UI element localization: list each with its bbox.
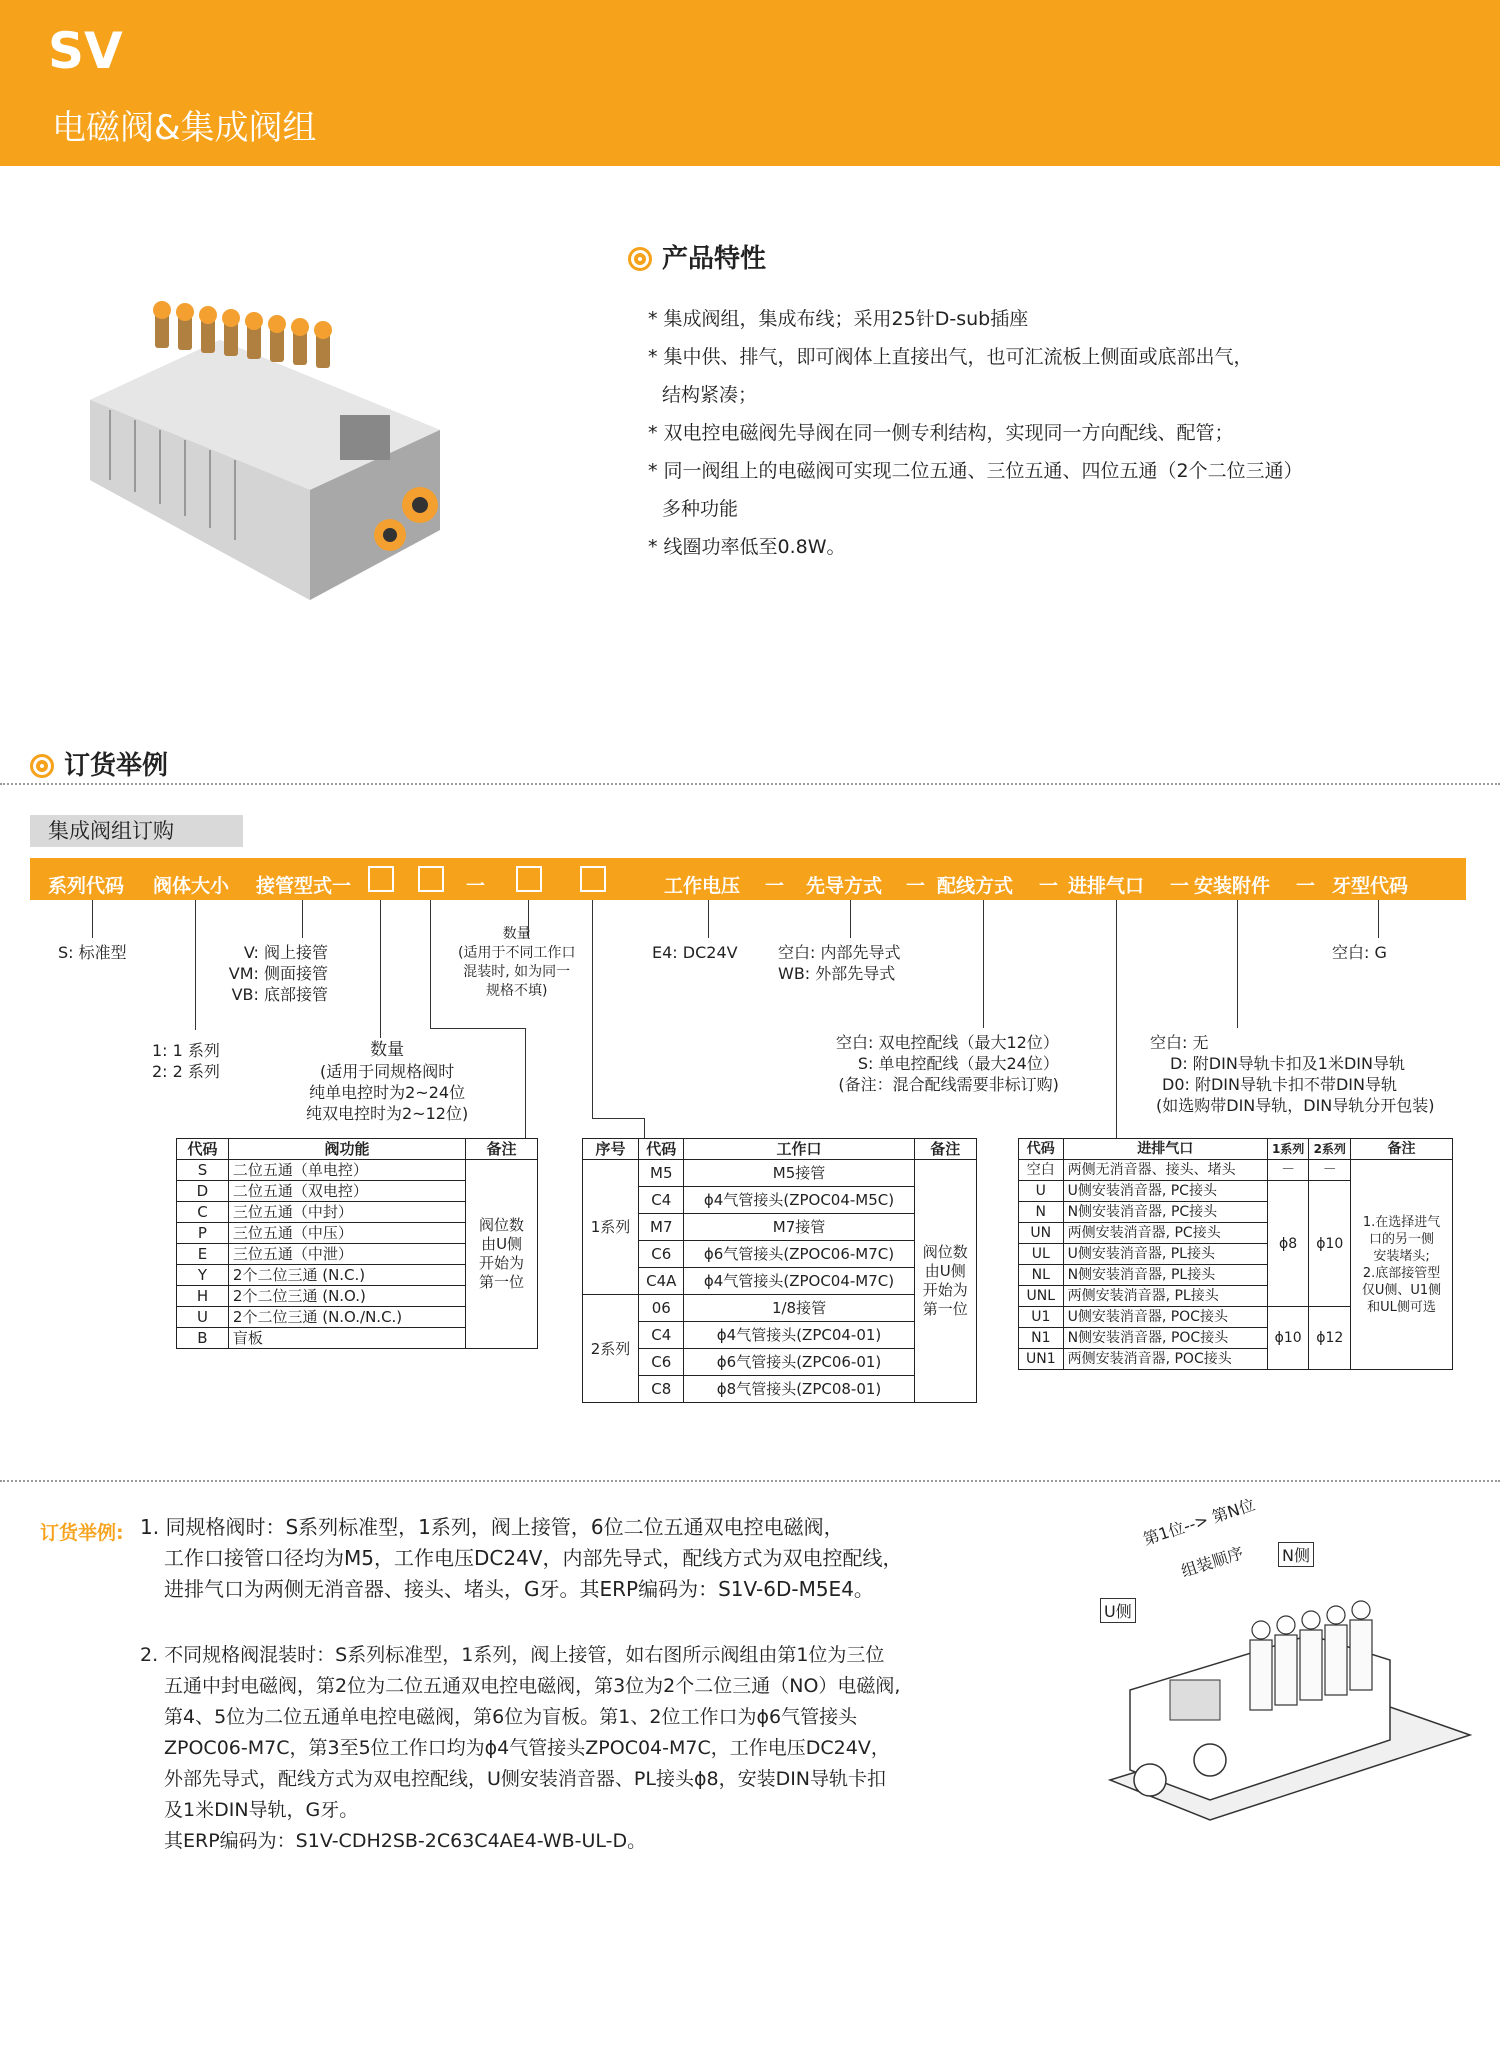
th: 代码	[1019, 1139, 1064, 1160]
feature-line: 多种功能	[662, 498, 739, 520]
cell-desc: N侧安装消音器, PC接头	[1063, 1202, 1267, 1223]
bar-series: 系列代码	[48, 875, 125, 897]
cell-function: 2个二位三通 (N.O./N.C.)	[228, 1307, 465, 1328]
pipe-option: VM: 侧面接管	[228, 964, 328, 983]
example-1	[140, 1512, 902, 1605]
qty-mixed-note: 规格不填)	[486, 983, 548, 999]
example-line: 外部先导式，配线方式为双电控配线，U侧安装消音器、PL接头ϕ8，安装DIN导轨卡扣	[164, 1768, 887, 1790]
code-box	[516, 866, 542, 892]
bar-pilot: 先导方式	[806, 875, 883, 897]
cell-code: Y	[177, 1265, 229, 1286]
cell-port: ϕ4气管接头(ZPOC04-M7C)	[684, 1268, 914, 1295]
leader-line	[1116, 900, 1117, 1138]
th: 序号	[583, 1139, 639, 1160]
qty-mixed-note: (适用于不同工作口	[458, 945, 576, 961]
qty-same-note: 数量	[370, 1040, 405, 1060]
bar-dash: 一	[466, 875, 486, 897]
feature-line: 结构紧凑；	[662, 384, 758, 406]
example-line: 及1米DIN导轨，G牙。	[164, 1799, 359, 1821]
bar-dash: 一	[765, 875, 785, 897]
code-box	[580, 866, 606, 892]
bar-dash: 一	[1170, 875, 1190, 897]
cell-port: ϕ6气管接头(ZPC06-01)	[684, 1349, 914, 1376]
bar-thread: 牙型代码	[1332, 875, 1409, 897]
assembly-order-label: 第1位--> 第N位	[1140, 1494, 1258, 1549]
accessory-option: D: 附DIN导轨卡扣及1米DIN导轨	[1170, 1054, 1405, 1073]
example-line: 五通中封电磁阀，第2位为二位五通双电控电磁阀，第3位为2个二位三通（NO）电磁阀,	[164, 1675, 901, 1697]
cell-size: －	[1267, 1160, 1309, 1181]
cell-code: M7	[639, 1214, 684, 1241]
ordering-heading: 订货举例	[30, 745, 168, 782]
cell-code: N	[1019, 1202, 1064, 1223]
cell-code: UN1	[1019, 1349, 1064, 1370]
page-title: SV	[48, 22, 123, 80]
cell-code: U	[177, 1307, 229, 1328]
cell-port: M5接管	[684, 1160, 914, 1187]
pilot-option: WB: 外部先导式	[778, 964, 896, 983]
cell-desc: N侧安装消音器, PL接头	[1063, 1265, 1267, 1286]
cell-code: NL	[1019, 1265, 1064, 1286]
cell-function: 2个二位三通 (N.C.)	[228, 1265, 465, 1286]
qty-mixed-note: 数量	[502, 926, 531, 942]
bar-dash: 一	[906, 875, 926, 897]
cell-desc: U侧安装消音器, POC接头	[1063, 1307, 1267, 1328]
wiring-option: S: 单电控配线（最大24位）	[857, 1054, 1059, 1073]
cell-function: 二位五通（单电控）	[228, 1160, 465, 1181]
leader-line	[302, 900, 303, 938]
cell-function: 盲板	[228, 1328, 465, 1349]
cell-note: 阀位数 由U侧 开始为 第一位	[466, 1160, 538, 1349]
cell-port: M7接管	[684, 1214, 914, 1241]
header-band	[0, 0, 1500, 166]
divider	[0, 1480, 1500, 1482]
cell-port: ϕ8气管接头(ZPC08-01)	[684, 1376, 914, 1403]
manifold-assembly-figure	[1090, 1520, 1490, 1850]
leader-line	[1237, 900, 1238, 1028]
th: 阀功能	[228, 1139, 465, 1160]
feature-line: * 同一阀组上的电磁阀可实现二位五通、三位五通、四位五通（2个二位三通）	[648, 460, 1303, 482]
leader-line	[380, 900, 381, 1038]
leader-line	[92, 900, 93, 938]
pipe-option: V: 阀上接管	[243, 943, 328, 962]
example-line: 工作口接管口径均为M5，工作电压DC24V，内部先导式，配线方式为双电控配线，	[164, 1546, 903, 1570]
cell-size: －	[1309, 1160, 1351, 1181]
cell-size: ϕ10	[1267, 1307, 1309, 1370]
cell-code: D	[177, 1181, 229, 1202]
th: 备注	[1351, 1139, 1453, 1160]
cell-size: ϕ12	[1309, 1307, 1351, 1370]
pipe-option: VB: 底部接管	[231, 985, 328, 1004]
body-option: 1: 1 系列	[152, 1041, 220, 1060]
cell-port: ϕ4气管接头(ZPC04-01)	[684, 1322, 914, 1349]
cell-code: U1	[1019, 1307, 1064, 1328]
cell-code: 06	[639, 1295, 684, 1322]
cell-desc: 两侧安装消音器, PC接头	[1063, 1223, 1267, 1244]
cell-size: ϕ10	[1309, 1181, 1351, 1307]
features-list	[648, 300, 1303, 566]
cell-code: E	[177, 1244, 229, 1265]
pilot-option: 空白: 内部先导式	[778, 943, 901, 962]
u-side-label: U侧	[1100, 1598, 1136, 1623]
wiring-option: (备注：混合配线需要非标订购)	[838, 1075, 1059, 1094]
leader-line	[983, 900, 984, 1028]
cell-code: P	[177, 1223, 229, 1244]
th: 2系列	[1309, 1139, 1351, 1160]
leader-line	[195, 900, 196, 1030]
ring-bullet-icon	[628, 247, 652, 271]
cell-function: 二位五通（双电控）	[228, 1181, 465, 1202]
cell-code: H	[177, 1286, 229, 1307]
example-2	[140, 1640, 900, 1857]
cell-code: S	[177, 1160, 229, 1181]
cell-function: 三位五通（中封）	[228, 1202, 465, 1223]
n-side-label: N侧	[1278, 1542, 1314, 1567]
ring-bullet-icon	[30, 754, 54, 778]
cell-code: UNL	[1019, 1286, 1064, 1307]
bar-body: 阀体大小	[153, 875, 230, 897]
cell-code: C8	[639, 1376, 684, 1403]
cell-group: 2系列	[583, 1295, 639, 1403]
th: 备注	[466, 1139, 538, 1160]
assembly-order-label: 组装顺序	[1178, 1543, 1246, 1581]
cell-function: 2个二位三通 (N.O.)	[228, 1286, 465, 1307]
cell-code: B	[177, 1328, 229, 1349]
valve-function-table	[176, 1138, 538, 1349]
cell-code: C	[177, 1202, 229, 1223]
qty-same-note: 纯双电控时为2~12位)	[306, 1104, 469, 1123]
cell-desc: 两侧安装消音器, POC接头	[1063, 1349, 1267, 1370]
cell-code: U	[1019, 1181, 1064, 1202]
series-option: S: 标准型	[58, 943, 127, 962]
cell-function: 三位五通（中泄）	[228, 1244, 465, 1265]
cell-desc: U侧安装消音器, PL接头	[1063, 1244, 1267, 1265]
example-label: 订货举例:	[40, 1522, 124, 1544]
feature-line: * 双电控电磁阀先导阀在同一侧专利结构，实现同一方向配线、配管；	[648, 422, 1234, 444]
voltage-option: E4: DC24V	[652, 943, 738, 962]
leader-line	[430, 1028, 525, 1029]
cell-desc: U侧安装消音器, PC接头	[1063, 1181, 1267, 1202]
th: 1系列	[1267, 1139, 1309, 1160]
thread-option: 空白: G	[1332, 943, 1387, 962]
cell-code: C4	[639, 1187, 684, 1214]
cell-note: 1.在选择进气 口的另一侧 安装堵头; 2.底部接管型 仅U侧、U1侧 和UL侧可选	[1351, 1160, 1453, 1370]
qty-same-note: 纯单电控时为2~24位	[309, 1083, 466, 1102]
valve-manifold-image	[80, 280, 500, 610]
bar-inlet: 进排气口	[1068, 875, 1145, 897]
feature-line: * 集中供、排气，即可阀体上直接出气，也可汇流板上侧面或底部出气，	[648, 346, 1253, 368]
cell-code: M5	[639, 1160, 684, 1187]
leader-line	[430, 900, 431, 1028]
body-option: 2: 2 系列	[152, 1062, 220, 1081]
inlet-exhaust-table	[1018, 1138, 1453, 1370]
bar-wiring: 配线方式	[937, 875, 1014, 897]
cell-desc: N侧安装消音器, POC接头	[1063, 1328, 1267, 1349]
th: 代码	[177, 1139, 229, 1160]
example-line: 第4、5位为二位五通单电控电磁阀，第6位为盲板。第1、2位工作口为ϕ6气管接头	[164, 1706, 858, 1728]
feature-line: * 线圈功率低至0.8W。	[648, 536, 846, 558]
example-line: 2. 不同规格阀混装时：S系列标准型，1系列，阀上接管，如右图所示阀组由第1位为三位	[140, 1644, 885, 1666]
cell-port: ϕ6气管接头(ZPOC06-M7C)	[684, 1241, 914, 1268]
th: 代码	[639, 1139, 684, 1160]
leader-line	[1378, 900, 1379, 938]
bar-voltage: 工作电压	[664, 875, 741, 897]
code-box	[368, 866, 394, 892]
cell-code: C4	[639, 1322, 684, 1349]
cell-code: C6	[639, 1349, 684, 1376]
example-line: 1. 同规格阀时：S系列标准型，1系列，阀上接管，6位二位五通双电控电磁阀，	[140, 1515, 844, 1539]
leader-line	[708, 900, 709, 938]
cell-code: N1	[1019, 1328, 1064, 1349]
cell-code: UL	[1019, 1244, 1064, 1265]
bar-dash: 一	[1039, 875, 1059, 897]
cell-size: ϕ8	[1267, 1181, 1309, 1307]
cell-group: 1系列	[583, 1160, 639, 1295]
cell-port: 1/8接管	[684, 1295, 914, 1322]
example-line: 进排气口为两侧无消音器、接头、堵头，G牙。其ERP编码为：S1V-6D-M5E4。	[164, 1577, 874, 1601]
accessory-option: 空白: 无	[1150, 1033, 1209, 1052]
example-line: ZPOC06-M7C，第3至5位工作口均为ϕ4气管接头ZPOC04-M7C，工作电压DC24V，	[164, 1737, 890, 1759]
work-port-table	[582, 1138, 977, 1403]
bar-pipe: 接管型式一	[256, 875, 352, 897]
cell-code: C4A	[639, 1268, 684, 1295]
leader-line	[644, 1118, 645, 1138]
cell-code: C6	[639, 1241, 684, 1268]
bar-dash: 一	[1296, 875, 1316, 897]
th: 进排气口	[1063, 1139, 1267, 1160]
cell-code: UN	[1019, 1223, 1064, 1244]
code-box	[418, 866, 444, 892]
feature-line: * 集成阀组，集成布线；采用25针D-sub插座	[648, 308, 1029, 330]
manifold-order-tab: 集成阀组订购	[30, 815, 243, 847]
qty-mixed-note: 混装时, 如为同一	[463, 964, 571, 980]
cell-desc: 两侧无消音器、接头、堵头	[1063, 1160, 1267, 1181]
leader-line	[850, 900, 851, 938]
leader-line	[592, 1118, 644, 1119]
divider	[0, 783, 1500, 785]
accessory-option: D0: 附DIN导轨卡扣不带DIN导轨	[1162, 1075, 1397, 1094]
qty-same-note: (适用于同规格阀时	[319, 1062, 455, 1081]
leader-line	[592, 900, 593, 1118]
cell-desc: 两侧安装消音器, PL接头	[1063, 1286, 1267, 1307]
wiring-option: 空白: 双电控配线（最大12位）	[836, 1033, 1059, 1052]
example-line: 其ERP编码为：S1V-CDH2SB-2C63C4AE4-WB-UL-D。	[164, 1830, 647, 1852]
cell-code: 空白	[1019, 1160, 1064, 1181]
cell-note: 阀位数 由U侧 开始为 第一位	[914, 1160, 976, 1403]
cell-function: 三位五通（中压）	[228, 1223, 465, 1244]
bar-accessory: 安装附件	[1194, 875, 1271, 897]
th: 工作口	[684, 1139, 914, 1160]
th: 备注	[914, 1139, 976, 1160]
features-heading: 产品特性	[628, 238, 766, 275]
cell-port: ϕ4气管接头(ZPOC04-M5C)	[684, 1187, 914, 1214]
leader-line	[525, 1028, 526, 1138]
accessory-option: (如选购带DIN导轨，DIN导轨分开包装)	[1156, 1096, 1435, 1115]
page-subtitle: 电磁阀&集成阀组	[52, 108, 317, 148]
